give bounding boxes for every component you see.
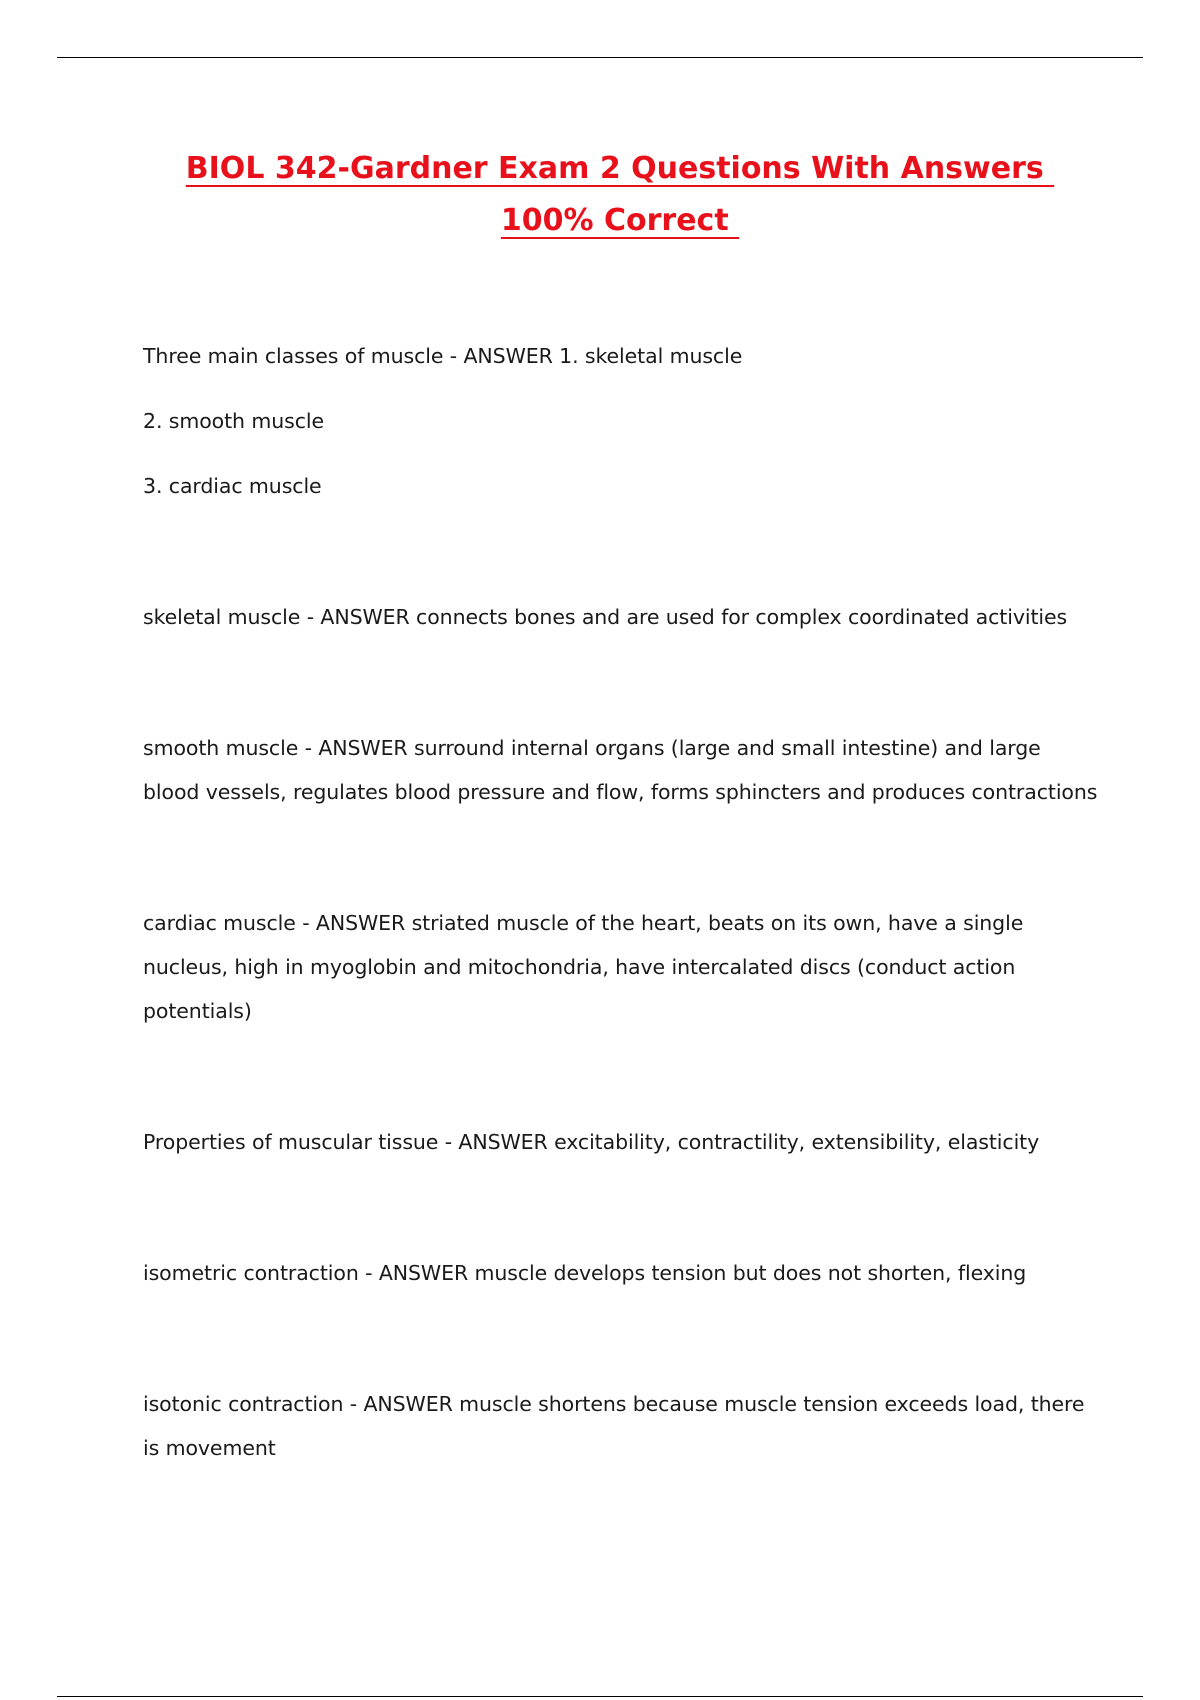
header-rule <box>57 57 1143 58</box>
qa-entry-muscular-tissue-properties: Properties of muscular tissue - ANSWER excitability, contractility, extensibility, elasticity <box>143 1130 1040 1154</box>
title-line-2: 100% Correct <box>500 203 740 238</box>
qa-entry-muscle-classes-item-2: 2. smooth muscle <box>143 409 324 433</box>
qa-entry-isometric-contraction: isometric contraction - ANSWER muscle develops tension but does not shorten, flexing <box>143 1261 1027 1285</box>
qa-entry-skeletal-muscle: skeletal muscle - ANSWER connects bones and are used for complex coordinated activities <box>143 605 1068 629</box>
document-body <box>143 334 1103 1470</box>
qa-entry-isotonic-contraction: isotonic contraction - ANSWER muscle shortens because muscle tension exceeds load, there is movement <box>143 1392 1085 1460</box>
qa-entry-muscle-classes-item-3: 3. cardiac muscle <box>143 474 322 498</box>
document-title <box>60 143 1180 247</box>
title-line-1: BIOL 342-Gardner Exam 2 Questions With Answers <box>185 151 1055 186</box>
qa-entry-muscle-classes: Three main classes of muscle - ANSWER 1. skeletal muscle <box>143 344 743 368</box>
qa-entry-cardiac-muscle: cardiac muscle - ANSWER striated muscle of the heart, beats on its own, have a single nucleus, high in myoglobin and mitochondria, have intercalated discs (conduct action potentials) <box>143 911 1024 1023</box>
footer-rule <box>57 1696 1143 1697</box>
qa-entry-smooth-muscle: smooth muscle - ANSWER surround internal organs (large and small intestine) and large blood vessels, regulates blood pressure and flow, forms sphincters and produces contractions <box>143 736 1098 804</box>
